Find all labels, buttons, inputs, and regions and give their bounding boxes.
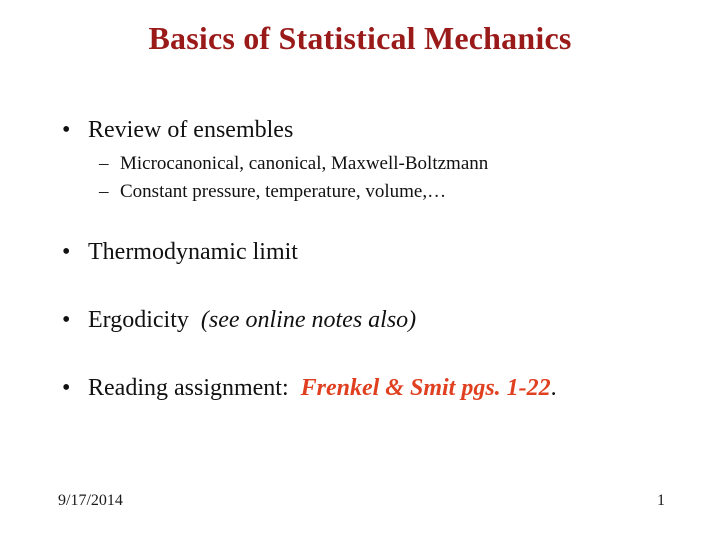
bullet-text	[88, 237, 690, 267]
bullet-text	[120, 150, 690, 178]
dash-bullet-marker: –	[99, 153, 109, 174]
bullet-text	[88, 305, 690, 335]
bullet-text-segment: Ergodicity	[88, 307, 201, 333]
bullet-text-segment: Review of ensembles	[88, 117, 294, 143]
bullet-marker: •	[62, 375, 71, 401]
bullet-marker: •	[62, 117, 71, 143]
bullet-text-segment: .	[550, 375, 557, 401]
bullet-item	[60, 305, 690, 335]
bullet-text-segment-italic: (see online notes also)	[200, 307, 417, 333]
bullet-text-segment: Reading assignment:	[88, 375, 301, 401]
slide-date: 9/17/2014	[58, 492, 123, 509]
bullet-item	[60, 373, 690, 403]
sub-bullet-item	[60, 178, 690, 206]
bullet-item	[60, 237, 690, 267]
bullet-list	[60, 115, 690, 403]
bullet-text-segment-accent: Frenkel & Smit pgs. 1-22	[300, 375, 551, 401]
bullet-text-segment: Microcanonical, canonical, Maxwell-Boltzmann	[120, 153, 489, 174]
slide-title: Basics of Statistical Mechanics	[148, 20, 572, 56]
dash-bullet-marker: –	[99, 181, 109, 202]
bullet-text	[88, 115, 690, 145]
slide-footer	[58, 492, 665, 510]
bullet-item	[60, 115, 690, 145]
bullet-text	[88, 373, 690, 403]
bullet-marker: •	[62, 239, 71, 265]
slide-page-number: 1	[657, 492, 665, 509]
sub-bullet-item	[60, 150, 690, 178]
bullet-text	[120, 178, 690, 206]
bullet-text-segment: Constant pressure, temperature, volume,…	[120, 181, 447, 202]
bullet-text-segment: Thermodynamic limit	[88, 239, 298, 265]
bullet-marker: •	[62, 307, 71, 333]
